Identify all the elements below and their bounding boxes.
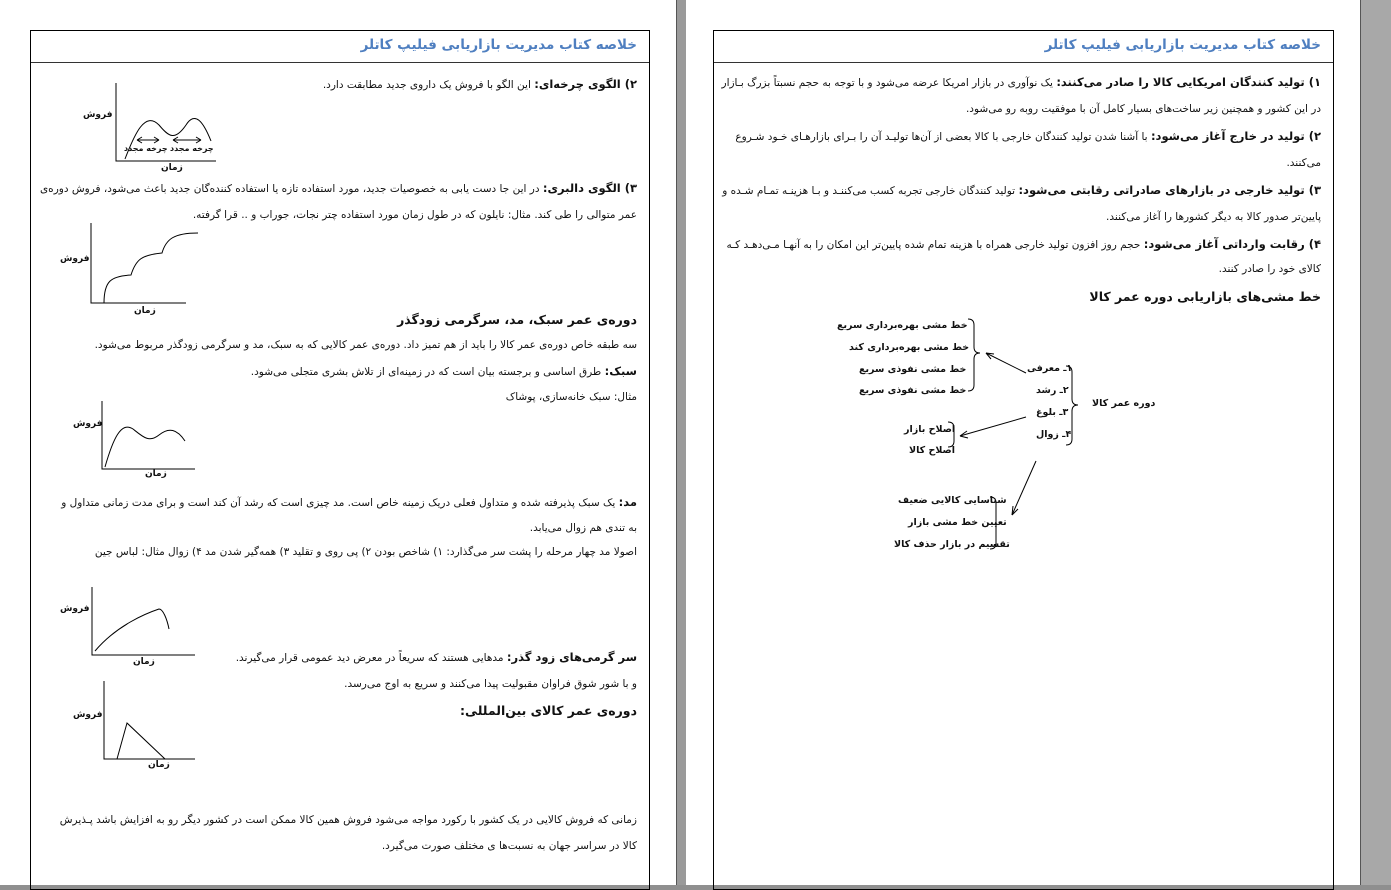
- intro-strategy-2: خط مشی بهره‌برداری کند: [849, 342, 970, 353]
- stage3-paragraph: [722, 183, 1321, 197]
- cyclic-pattern-text: این الگو با فروش یک داروی جدید مطابقت دارد.: [322, 79, 531, 91]
- stage4-text-1: حجم روز افزون تولید خارجی همراه با هزینه تمام شده پایین‌تر این امکان را به آنهـا مـی‌دهـد کـه: [726, 239, 1141, 251]
- graph1-cycle-label-2: چرخه مجدد: [170, 144, 214, 153]
- decline-strategy-3: تقسیم در بازار حذف کالا: [894, 539, 1010, 550]
- stage2-title: ۲) تولید در خارج آغاز می‌شود:: [1150, 129, 1321, 143]
- stage1-text-2: در این کشور و همچنین زیر ساخت‌های بسیار کامل آن با موفقیت روبه رو می‌شود.: [965, 103, 1321, 115]
- page-frame: [30, 30, 650, 890]
- fashion-text-1: یک سبک پذیرفته شده و متداول فعلی دریک زمینه خاص است. مد چیزی است که رشد آن کند است و برای مدت زمانی متداول و: [61, 497, 616, 509]
- scallop-paragraph: [40, 181, 637, 195]
- graph4-sales-label: فروش: [60, 604, 90, 614]
- page-frame: [713, 30, 1334, 890]
- fad-paragraph: [236, 650, 637, 664]
- style-paragraph: [251, 364, 637, 378]
- document-page-1: [686, 0, 1361, 885]
- fad-title: سر گرمی‌های زود گذر:: [506, 650, 637, 664]
- style-title: سبک:: [604, 364, 637, 378]
- scallop-text-1: در این جا دست یابی به خصوصیات جدید، مورد استفاده تازه یا استفاده کننده‌گان جدید باعث می‌شود، فروش دوره‌ی: [39, 183, 540, 195]
- vertical-scrollbar[interactable]: [1361, 0, 1391, 885]
- stage4-paragraph: [726, 237, 1321, 251]
- cyclic-graph: [111, 81, 221, 169]
- document-page-2: [0, 0, 677, 885]
- international-heading: دوره‌ی عمر کالای بین‌المللی:: [460, 703, 637, 718]
- strategy-diagram-lines: [714, 311, 1334, 581]
- international-text-1: زمانی که فروش کالایی در یک کشور با رکورد مواجه می‌شود فروش همین کالا ممکن است در کشور دیگر رو به افزایش باشد پـذیرش: [59, 814, 637, 826]
- decline-strategy-1: شناسایی کالایی ضعیف: [898, 495, 1007, 506]
- maturity-strategy-1: اصلاح بازار: [904, 424, 956, 435]
- cyclic-pattern-paragraph: [323, 77, 637, 91]
- fashion-text-3: اصولا مد چهار مرحله را پشت سر می‌گذارد: ۱) شاخص بودن ۲) پی روی و تقلید ۳) همه‌گیر شدن مد ۴) زوال مثال: لباس جین: [94, 546, 637, 558]
- header-rule: [714, 62, 1333, 63]
- product-life-cycle-label: دوره عمر کالا: [1092, 398, 1156, 409]
- stage3-title: ۳) تولید خارجی در بازارهای صادراتی رقابتی می‌شود:: [1018, 183, 1321, 197]
- style-graph: [97, 399, 197, 473]
- stage-decline: ۴ـ زوال: [1036, 429, 1072, 440]
- stage2-text-1: با آشنا شدن تولید کنندگان خارجی با کالا بعضی از آن‌ها تولیـد آن را بـرای بازارهـای خـود شـروع: [735, 131, 1148, 143]
- graph2-time-label: زمان: [134, 306, 156, 316]
- page-gap: [677, 0, 686, 885]
- stage4-title: ۴) رقابت وارداتی آغاز می‌شود:: [1143, 237, 1321, 251]
- stage3-text-1: تولید کنندگان خارجی تجربه کسب می‌کننـد و بـا هزینـه تمـام شـده و: [722, 185, 1016, 197]
- stage1-text-1: یک نوآوری در بازار امریکا عرضه می‌شود و با توجه به حجم نسبتاً بزرگ بـازار: [721, 77, 1053, 89]
- stage2-text-2: می‌کنند.: [1286, 157, 1321, 169]
- fad-text-1: مدهایی هستند که سریعاً در معرض دید عمومی قرار می‌گیرند.: [235, 652, 504, 664]
- style-section-heading: دوره‌ی عمر سبک، مد، سرگرمی زودگذر: [397, 312, 637, 327]
- stage-growth: ۲ـ رشد: [1036, 385, 1069, 396]
- style-example: مثال: سبک خانه‌سازی، پوشاک: [505, 391, 637, 403]
- strategy-heading: خط مشی‌های بازاریابی دوره عمر کالا: [1089, 289, 1321, 304]
- intro-strategy-1: خط مشی بهره‌برداری سریع: [837, 320, 968, 331]
- intro-strategy-3: خط مشی نفوذی سریع: [859, 364, 967, 375]
- fad-graph: [99, 679, 199, 763]
- page-header-title: خلاصه کتاب مدیریت بازاریابی فیلیپ کاتلر: [360, 37, 637, 53]
- fashion-paragraph: [61, 495, 637, 509]
- header-rule: [31, 62, 649, 63]
- graph3-time-label: زمان: [145, 469, 167, 479]
- stage3-text-2: پایین‌تر صدور کالا به دیگر کشورها را آغاز می‌کنند.: [1106, 211, 1321, 223]
- graph3-sales-label: فروش: [73, 419, 103, 429]
- fashion-text-2: به تندی هم زوال می‌یابد.: [529, 522, 637, 534]
- graph2-sales-label: فروش: [60, 254, 90, 264]
- style-text: طرق اساسی و برجسته بیان است که در زمینه‌ای از تلاش بشری متجلی می‌شود.: [250, 366, 602, 378]
- page-header-title: خلاصه کتاب مدیریت بازاریابی فیلیپ کاتلر: [1044, 37, 1321, 53]
- stage-intro: ۱ـ معرفی: [1027, 363, 1073, 374]
- stage1-paragraph: [722, 75, 1322, 89]
- graph4-time-label: زمان: [133, 657, 155, 667]
- international-text-2: کالا در سراسر جهان به نسبت‌ها ی مختلف صورت می‌گیرد.: [381, 840, 637, 852]
- scallop-graph: [86, 221, 206, 309]
- graph1-time-label: زمان: [161, 163, 183, 173]
- fashion-graph: [87, 585, 207, 659]
- maturity-strategy-2: اصلاح کالا: [909, 445, 955, 456]
- decline-strategy-2: تعیین خط مشی بازار: [908, 517, 1007, 528]
- stage1-title: ۱) تولید کنندگان امریکایی کالا را صادر می‌کنند:: [1056, 75, 1321, 89]
- scallop-text-2: عمر متوالی را طی کند. مثال: نایلون که در طول زمان مورد استفاده چتر نجات، جوراب و .. قرا گرفته.: [192, 209, 637, 221]
- intro-strategy-4: خط مشی نفوذی سریع: [859, 385, 967, 396]
- stage2-paragraph: [735, 129, 1321, 143]
- fad-text-2: و با شور شوق فراوان مقبولیت پیدا می‌کنند و سریع به اوج می‌رسد.: [344, 678, 637, 690]
- stage4-text-2: کالای خود را صادر کنند.: [1218, 263, 1321, 275]
- style-intro-text: سه طبقه خاص دوره‌ی عمر کالا را باید از هم تمیز داد. دوره‌ی عمر کالایی که به سبک، مد و سرگرمی زودگذر مربوط می‌شود.: [94, 339, 637, 351]
- graph1-sales-label: فروش: [83, 110, 113, 120]
- scallop-title: ۳) الگوی دالبری:: [542, 181, 637, 195]
- graph5-sales-label: فروش: [73, 710, 103, 720]
- graph1-cycle-label-1: چرخه مجدد: [124, 144, 168, 153]
- fashion-title: مد:: [618, 495, 637, 509]
- cyclic-pattern-title: ۲) الگوی چرخه‌ای:: [534, 77, 637, 91]
- stage-maturity: ۳ـ بلوغ: [1036, 407, 1069, 418]
- graph5-time-label: زمان: [148, 760, 170, 770]
